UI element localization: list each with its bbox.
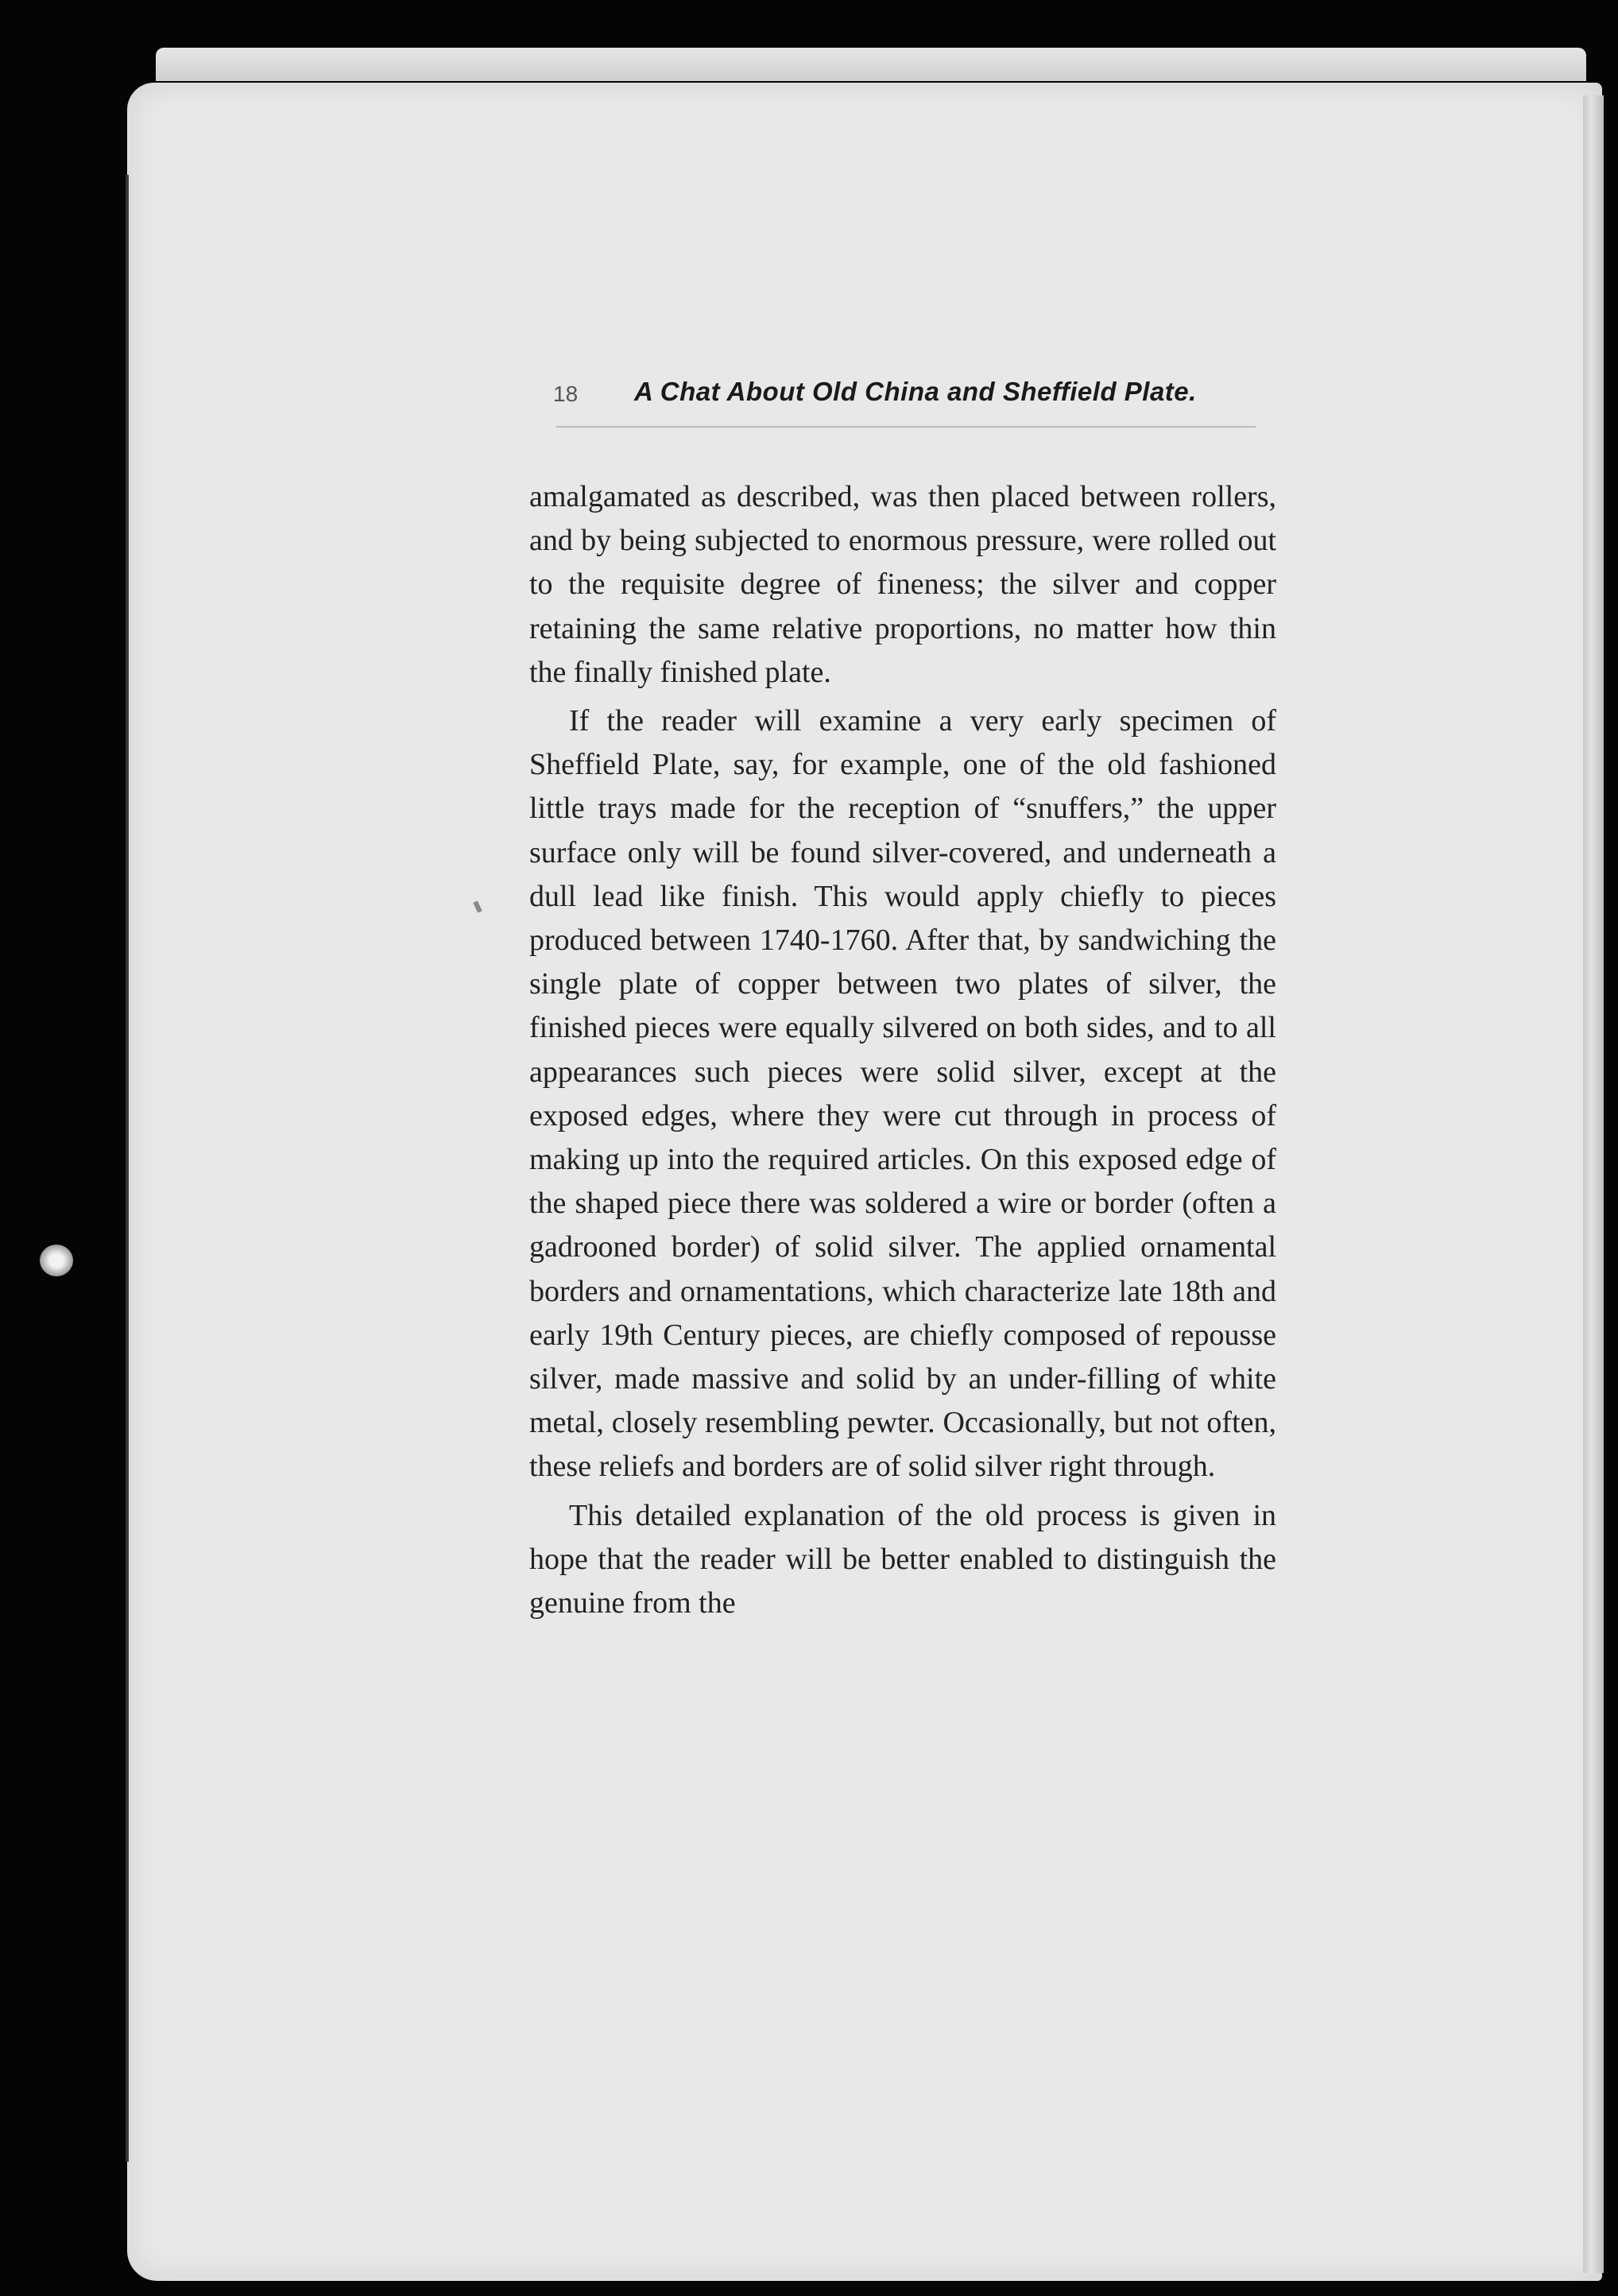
page-number: 18	[553, 381, 579, 406]
paragraph: If the reader will examine a very early specimen of Sheffield Plate, say, for example, one of the old fashioned little trays made for the reception of “snuffers,” the upper surface only will be found silver-covered, and underneath a dull lead like finish. This would apply chiefly to pieces produced between 1740-1760. After that, by sandwiching the single plate of copper between two plates of silver, the finished pieces were equally silvered on both sides, and to all appearances such pieces were solid silver, except at the exposed edges, where they were cut through in process of making up into the required articles. On this exposed edge of the shaped piece there was soldered a wire or border (often a gadrooned border) of solid silver. The applied ornamental borders and ornamentations, which characterize late 18th and early 19th Century pieces, are chiefly composed of repousse silver, made massive and solid by an under-filling of white metal, closely resembling pewter. Occasionally, but not often, these reliefs and borders are of solid silver right through.	[529, 704, 1276, 1484]
page-top-edge	[156, 48, 1586, 81]
scan-blot-mark	[40, 1245, 73, 1276]
paragraph: This detailed explanation of the old process is given in hope that the reader will be better enabled to distinguish the genuine from the	[529, 1498, 1276, 1620]
header-rule	[556, 426, 1256, 428]
body-text	[529, 475, 1276, 1625]
running-title: A Chat About Old China and Sheffield Plate.	[634, 377, 1197, 406]
page-left-crease	[126, 175, 129, 2162]
paragraph: amalgamated as described, was then placed between rollers, and by being subjected to enormous pressure, were rolled out to the requisite degree of fineness; the silver and copper retaining the same relative proportions, no matter how thin the finally finished plate.	[529, 480, 1276, 689]
page-right-edge	[1583, 95, 1604, 2273]
running-header	[553, 377, 1268, 424]
